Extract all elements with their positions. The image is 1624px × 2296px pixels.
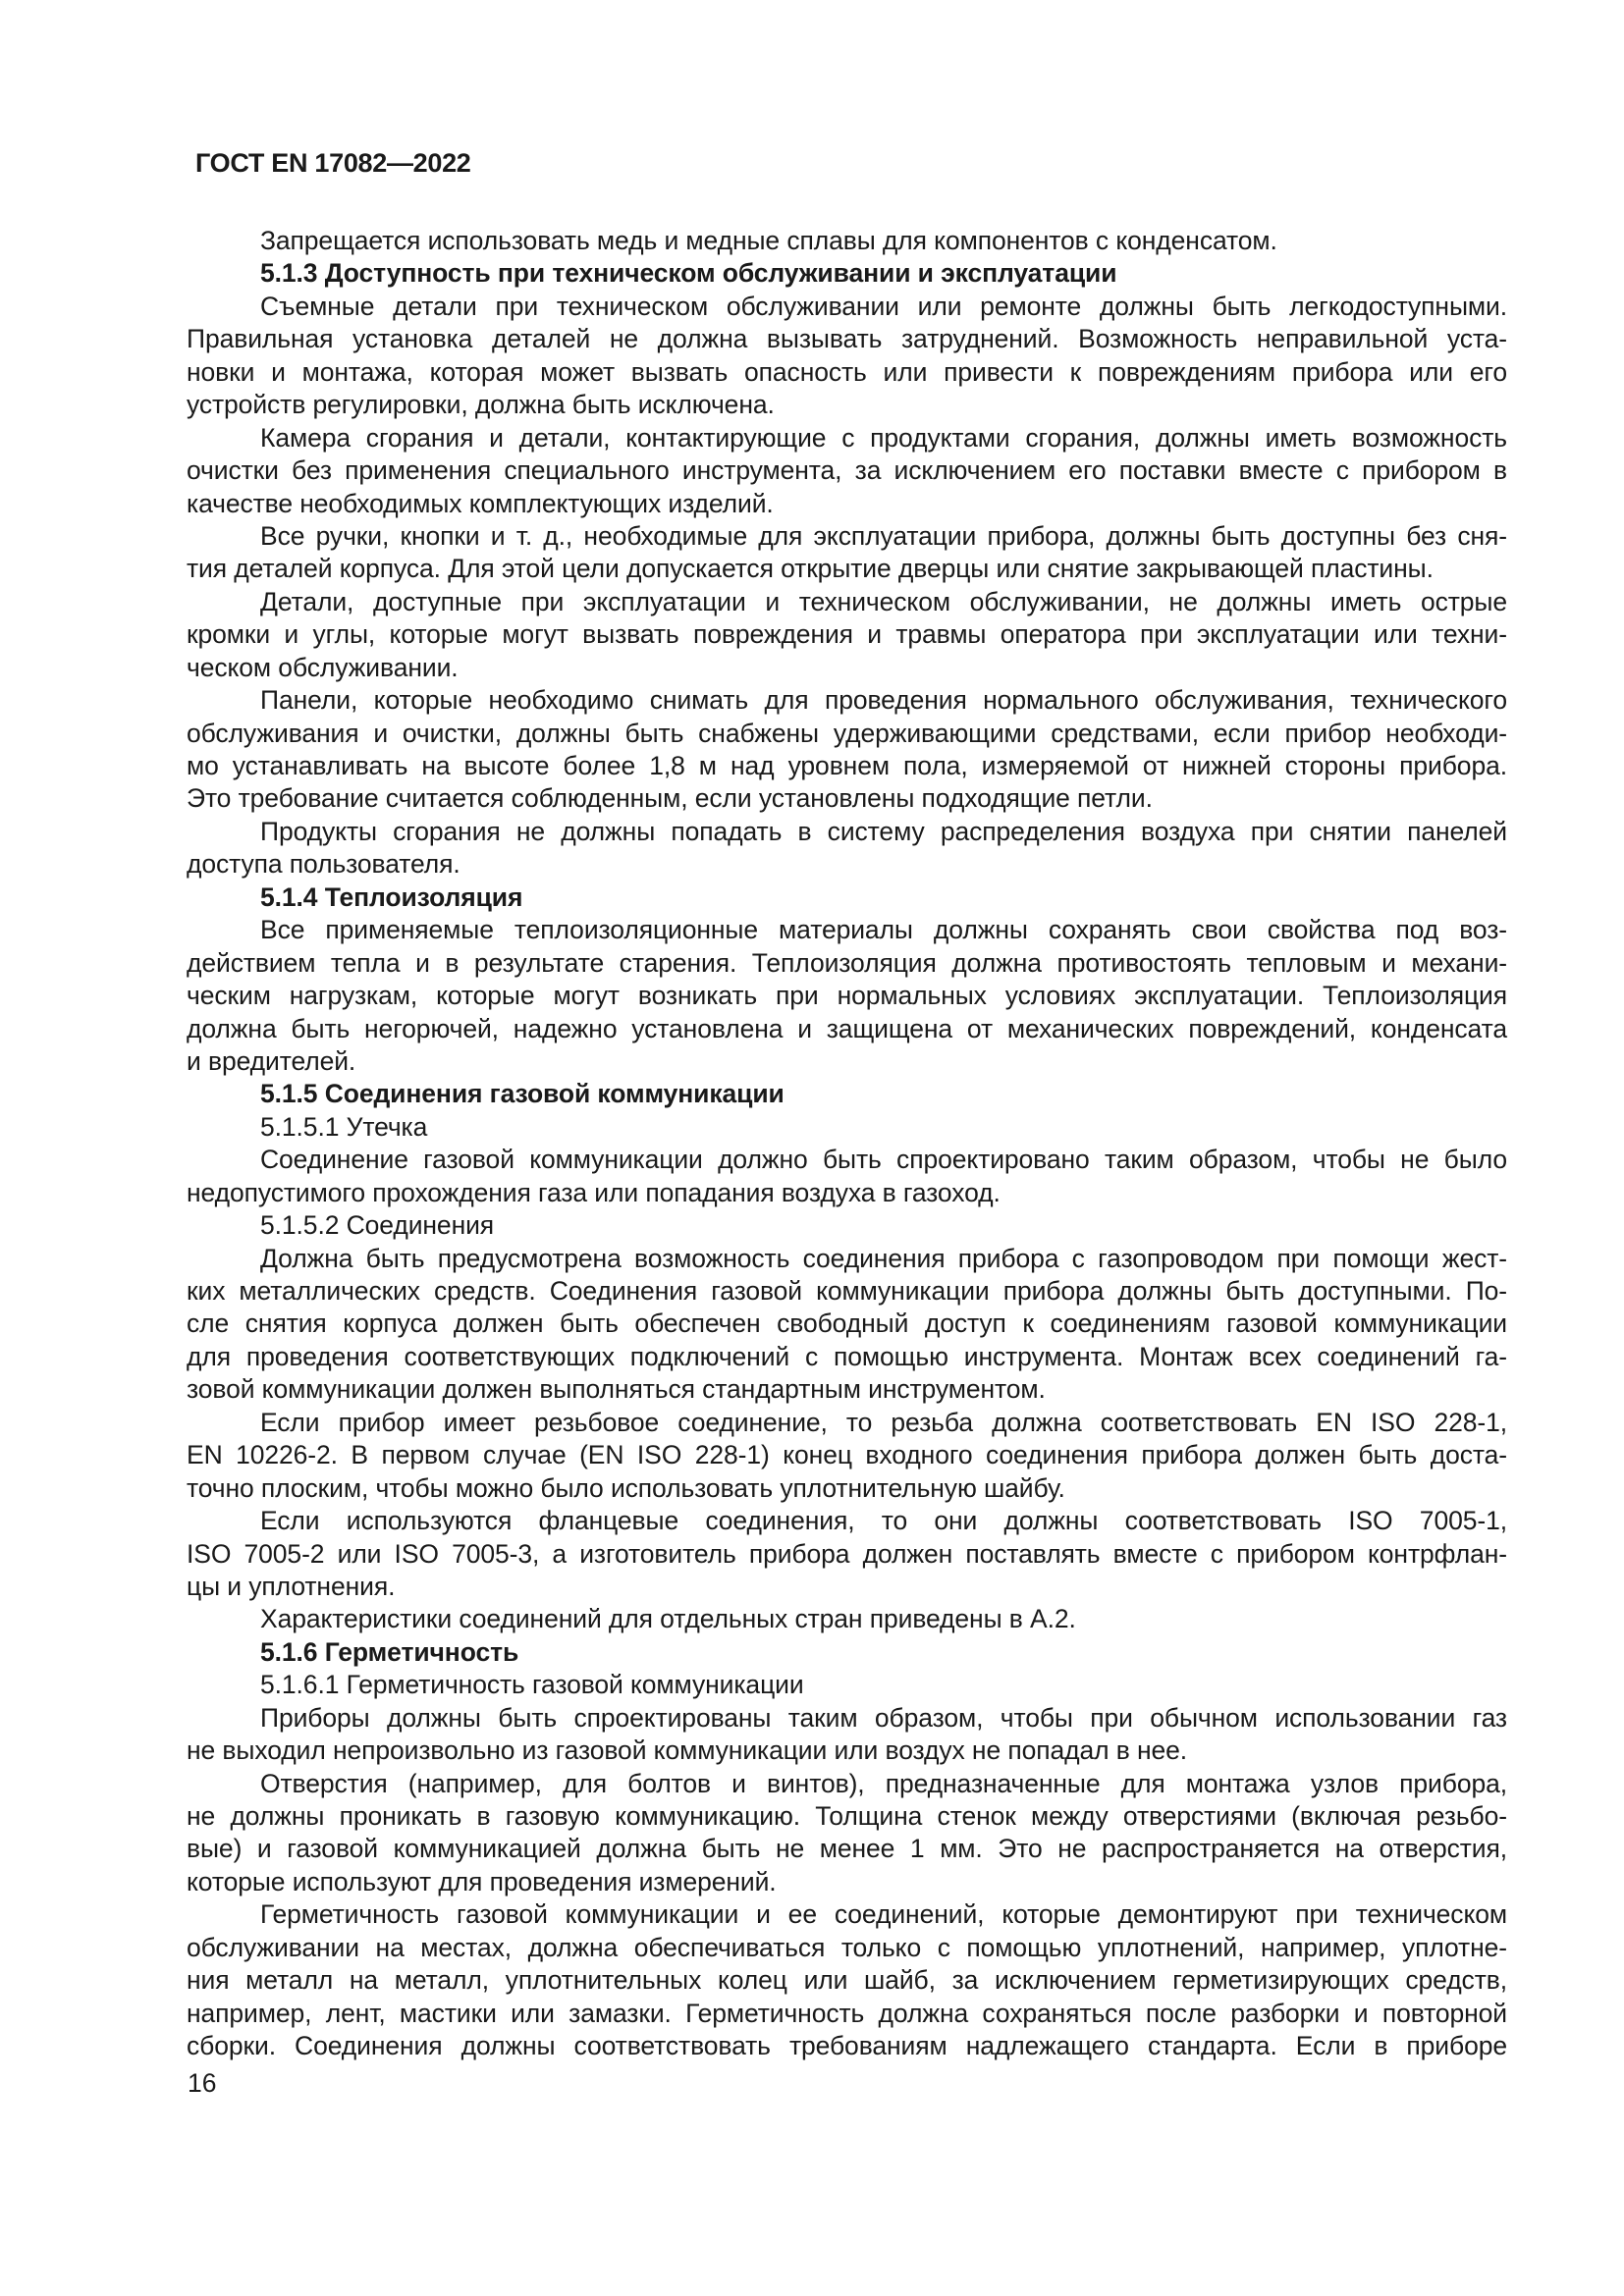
standard-designation-header: ГОСТ EN 17082—2022 bbox=[195, 148, 471, 178]
text-line: кромки и углы, которые могут вызвать повреждения и травмы оператора при эксплуатации или техни- bbox=[187, 619, 1507, 650]
text-line: доступа пользователя. bbox=[187, 849, 460, 880]
text-line: Панели, которые необходимо снимать для проведения нормального обслуживания, технического bbox=[260, 685, 1507, 716]
text-line: ческом обслуживании. bbox=[187, 652, 459, 682]
text-line: Съемные детали при техническом обслуживании или ремонте должны быть легкодоступными. bbox=[260, 291, 1507, 321]
text-line: не выходил непроизвольно из газовой коммуникации или воздух не попадал в нее. bbox=[187, 1735, 1188, 1766]
text-line: Должна быть предусмотрена возможность соединения прибора с газопроводом при помощи жест- bbox=[260, 1243, 1507, 1273]
text-line: Запрещается использовать медь и медные сплавы для компонентов с конденсатом. bbox=[260, 226, 1277, 255]
text-line: качестве необходимых комплектующих изделий. bbox=[187, 488, 774, 518]
text-line: не должны проникать в газовую коммуникацию. Толщина стенок между отверстиями (включая резьбо- bbox=[187, 1801, 1507, 1831]
text-line: Это требование считается соблюденным, если установлены подходящие петли. bbox=[187, 783, 1153, 814]
text-line: которые используют для проведения измерений. bbox=[187, 1866, 777, 1896]
document-body bbox=[187, 225, 1507, 2063]
section-heading-line: 5.1.3 Доступность при техническом обслуживании и эксплуатации bbox=[260, 258, 1117, 289]
subclause-heading-line: 5.1.6.1 Герметичность газовой коммуникации bbox=[260, 1670, 804, 1700]
text-line: точно плоским, чтобы можно было использовать уплотнительную шайбу. bbox=[187, 1472, 1065, 1503]
text-line: Все применяемые теплоизоляционные материалы должны сохранять свои свойства под воз- bbox=[260, 915, 1507, 945]
text-line: недопустимого прохождения газа или попадания воздуха в газоход. bbox=[187, 1177, 1001, 1207]
text-line: должна быть негорючей, надежно установлена и защищена от механических повреждений, конденсата bbox=[187, 1013, 1507, 1043]
text-line: устройств регулировки, должна быть исключена. bbox=[187, 390, 775, 420]
text-line: Продукты сгорания не должны попадать в систему распределения воздуха при снятии панелей bbox=[260, 816, 1507, 846]
text-line: EN 10226-2. В первом случае (EN ISO 228-1) конец входного соединения прибора должен быть доста- bbox=[187, 1440, 1507, 1470]
text-line: Приборы должны быть спроектированы таким образом, чтобы при обычном использовании газ bbox=[260, 1702, 1507, 1733]
text-line: Характеристики соединений для отдельных стран приведены в А.2. bbox=[260, 1604, 1076, 1634]
subclause-heading-line: 5.1.5.2 Соединения bbox=[260, 1210, 495, 1241]
text-line: и вредителей. bbox=[187, 1045, 356, 1076]
text-line: сле снятия корпуса должен быть обеспечен свободный доступ к соединениям газовой коммуникации bbox=[187, 1308, 1507, 1339]
text-line: Соединение газовой коммуникации должно быть спроектировано таким образом, чтобы не было bbox=[260, 1145, 1507, 1175]
text-line: тия деталей корпуса. Для этой цели допускается открытие дверцы или снятие закрывающей пластины. bbox=[187, 554, 1434, 584]
text-line: вые) и газовой коммуникацией должна быть не менее 1 мм. Это не распространяется на отверстия, bbox=[187, 1834, 1507, 1864]
text-line: Камера сгорания и детали, контактирующие с продуктами сгорания, должны иметь возможность bbox=[260, 422, 1507, 453]
text-line: обслуживания и очистки, должны быть снабжены удерживающими средствами, если прибор необходи- bbox=[187, 718, 1507, 748]
text-line: например, лент, мастики или замазки. Герметичность должна сохраняться после разборки и повторной bbox=[187, 1998, 1507, 2028]
text-line: Все ручки, кнопки и т. д., необходимые для эксплуатации прибора, должны быть доступны без сня- bbox=[260, 520, 1507, 551]
text-line: очистки без применения специального инструмента, за исключением его поставки вместе с прибором в bbox=[187, 455, 1507, 486]
text-line: действием тепла и в результате старения. Теплоизоляция должна противостоять тепловым и механи- bbox=[187, 947, 1507, 978]
text-line: новки и монтажа, которая может вызвать опасность или привести к повреждениям прибора или его bbox=[187, 356, 1507, 387]
text-line: ния металл на металл, уплотнительных колец или шайб, за исключением герметизирующих средств, bbox=[187, 1965, 1507, 1996]
text-line: Если прибор имеет резьбовое соединение, то резьба должна соответствовать EN ISO 228-1, bbox=[260, 1407, 1507, 1437]
text-line: для проведения соответствующих подключений с помощью инструмента. Монтаж всех соединений га- bbox=[187, 1341, 1507, 1371]
text-line: ких металлических средств. Соединения газовой коммуникации прибора должны быть доступными. По- bbox=[187, 1276, 1507, 1306]
section-heading-line: 5.1.5 Соединения газовой коммуникации bbox=[260, 1079, 785, 1109]
text-line: сборки. Соединения должны соответствовать требованиям надлежащего стандарта. Если в приборе bbox=[187, 2031, 1507, 2061]
subclause-heading-line: 5.1.5.1 Утечка bbox=[260, 1111, 428, 1142]
text-line: Детали, доступные при эксплуатации и техническом обслуживании, не должны иметь острые bbox=[260, 586, 1507, 616]
text-line: зовой коммуникации должен выполняться стандартным инструментом. bbox=[187, 1374, 1046, 1405]
text-line: мо устанавливать на высоте более 1,8 м над уровнем пола, измеряемой от нижней стороны прибора. bbox=[187, 751, 1507, 780]
text-line: ческим нагрузкам, которые могут возникать при нормальных условиях эксплуатации. Теплоизоляция bbox=[187, 981, 1507, 1011]
text-line: Отверстия (например, для болтов и винтов), предназначенные для монтажа узлов прибора, bbox=[260, 1768, 1507, 1798]
text-line: цы и уплотнения. bbox=[187, 1571, 396, 1601]
text-line: обслуживании на местах, должна обеспечиваться только с помощью уплотнений, например, уплотне- bbox=[187, 1932, 1507, 1962]
text-line: ISO 7005-2 или ISO 7005-3, а изготовитель прибора должен поставлять вместе с прибором контрфлан- bbox=[187, 1538, 1507, 1569]
text-line: Герметичность газовой коммуникации и ее соединений, которые демонтируют при техническом bbox=[260, 1899, 1507, 1930]
section-heading-line: 5.1.4 Теплоизоляция bbox=[260, 881, 523, 912]
text-line: Если используются фланцевые соединения, то они должны соответствовать ISO 7005-1, bbox=[260, 1506, 1507, 1536]
page-number: 16 bbox=[188, 2068, 217, 2098]
text-line: Правильная установка деталей не должна вызывать затруднений. Возможность неправильной уста- bbox=[187, 324, 1507, 354]
section-heading-line: 5.1.6 Герметичность bbox=[260, 1636, 519, 1667]
